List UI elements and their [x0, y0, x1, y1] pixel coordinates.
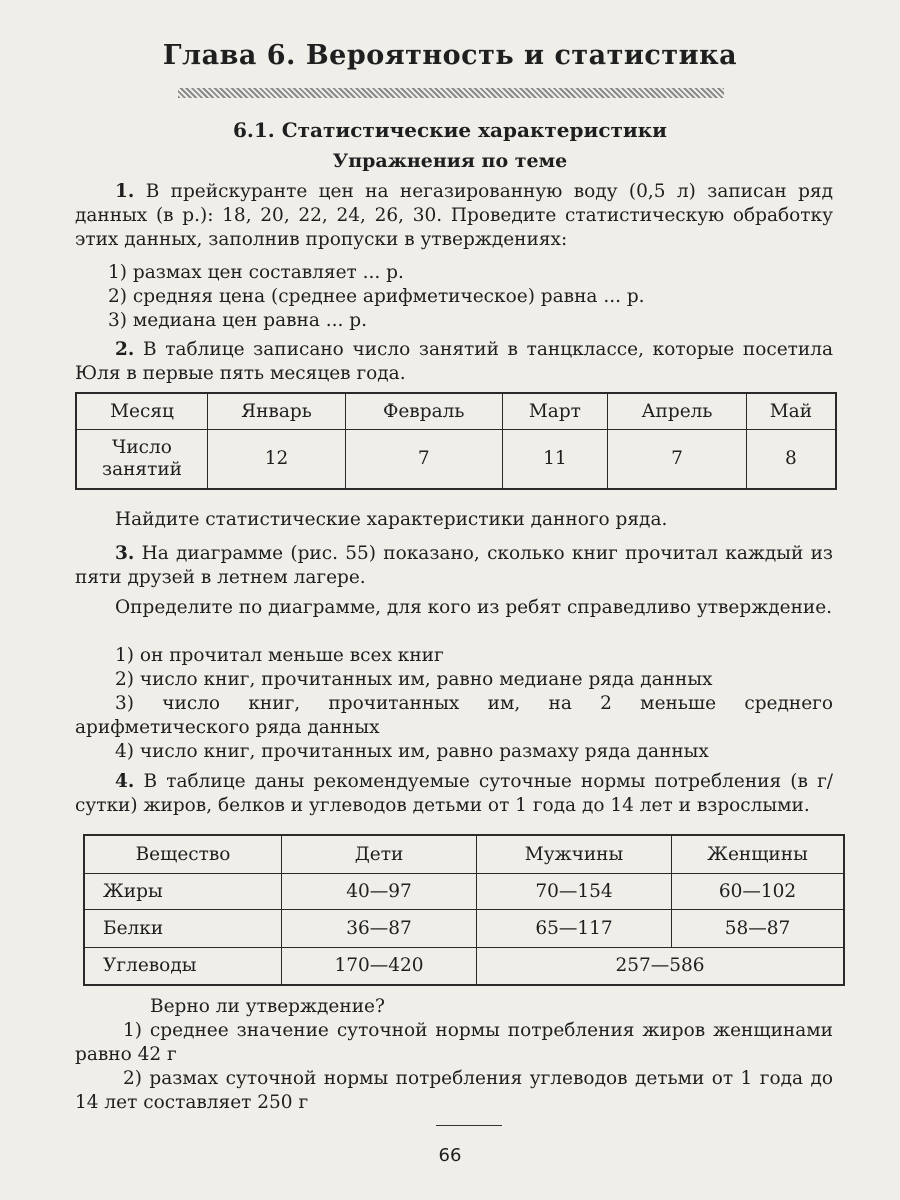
exercise-4-text: [75, 770, 833, 818]
exercise-2-task: Найдите статистические характеристики данного ряда.: [115, 509, 668, 530]
table-header-cell: Месяц: [76, 393, 208, 429]
exercise-2-body: В таблице записано число занятий в танцклассе, которые посетила Юля в первые пять месяцев года.: [75, 339, 833, 384]
table-cell-merged: 257—586: [477, 947, 845, 985]
table-header-row: [84, 835, 844, 873]
subsection-title: Упражнения по теме: [332, 150, 568, 172]
exercise-4-item-1: 1) среднее значение суточной нормы потребления жиров женщинами равно 42 г: [75, 1020, 833, 1065]
exercise-3-item-3: 3) число книг, прочитанных им, на 2 меньше среднего арифметического ряда данных: [75, 693, 833, 738]
exercise-2-text: [75, 338, 833, 386]
lessons-table: [75, 392, 837, 490]
table-cell: 40—97: [282, 873, 477, 909]
table-row-label: [76, 429, 208, 489]
table-header-row: [76, 393, 836, 429]
chapter-title: Глава 6. Вероятность и статистика: [162, 40, 738, 71]
exercise-1-body: В прейскуранте цен на негазированную воду (0,5 л) записан ряд данных (в р.): 18, 20, 22, 24, 26, 30. Проведите статистическую обработку этих данных, заполнив пропуски в утверждениях:: [75, 181, 833, 250]
table-header-cell: Апрель: [608, 393, 746, 429]
table-header-cell: Вещество: [84, 835, 282, 873]
table-header-cell: Женщины: [672, 835, 845, 873]
exercise-1-item-3: 3) медиана цен равна ... р.: [108, 310, 368, 331]
section-title: 6.1. Статистические характеристики: [232, 118, 667, 142]
exercise-4-body: В таблице даны рекомендуемые суточные нормы потребления (в г/сутки) жиров, белков и углеводов детьми от 1 года до 14 лет и взрослыми.: [75, 771, 833, 816]
table-row: [84, 947, 844, 985]
table-header-cell: Февраль: [345, 393, 502, 429]
table-cell: 70—154: [477, 873, 672, 909]
table-cell: 60—102: [672, 873, 845, 909]
table-cell: 170—420: [282, 947, 477, 985]
table-row: [84, 873, 844, 909]
row-label-line-2: занятий: [101, 458, 183, 480]
table-cell: 7: [608, 429, 746, 489]
exercise-3-item-1: 1) он прочитал меньше всех книг: [115, 645, 444, 666]
page-number: 66: [438, 1145, 462, 1166]
table-row-label: Углеводы: [84, 947, 282, 985]
exercise-2-number: 2.: [115, 339, 135, 360]
exercise-1-item-2: 2) средняя цена (среднее арифметическое) равна ... р.: [108, 286, 645, 307]
table-cell: 7: [345, 429, 502, 489]
exercise-1-item-1: 1) размах цен составляет ... р.: [108, 262, 404, 283]
exercise-3-body: На диаграмме (рис. 55) показано, сколько книг прочитал каждый из пяти друзей в летнем лагере.: [75, 543, 834, 588]
table-cell: 58—87: [672, 909, 845, 947]
table-row-label: Жиры: [84, 873, 282, 909]
table-cell: 65—117: [477, 909, 672, 947]
table-header-cell: Январь: [208, 393, 346, 429]
table-cell: 12: [208, 429, 346, 489]
table-cell: 11: [502, 429, 608, 489]
table-row: [76, 429, 836, 489]
table-header-cell: Май: [746, 393, 836, 429]
exercise-4-question: Верно ли утверждение?: [150, 996, 385, 1017]
table-header-cell: Март: [502, 393, 608, 429]
table-cell: 36—87: [282, 909, 477, 947]
table-header-cell: Мужчины: [477, 835, 672, 873]
table-cell: 8: [746, 429, 836, 489]
exercise-4-item-2: 2) размах суточной нормы потребления углеводов детьми от 1 года до 14 лет составляет 250 г: [75, 1068, 833, 1113]
exercise-3-item-2: 2) число книг, прочитанных им, равно медиане ряда данных: [115, 669, 713, 690]
exercise-3-intro: Определите по диаграмме, для кого из ребят справедливо утверждение.: [115, 597, 833, 618]
exercise-3-item-4: 4) число книг, прочитанных им, равно размаху ряда данных: [115, 741, 709, 762]
table-row: [84, 909, 844, 947]
row-label-line-1: Число: [112, 436, 172, 458]
table-row-label: Белки: [84, 909, 282, 947]
exercise-3-number: 3.: [115, 543, 135, 564]
nutrition-table: [83, 834, 845, 986]
title-underline-hatch: [178, 88, 724, 98]
table-header-cell: Дети: [282, 835, 477, 873]
exercise-1-text: [75, 180, 833, 252]
exercise-4-number: 4.: [115, 771, 135, 792]
footer-rule: [436, 1125, 502, 1126]
exercise-1-number: 1.: [115, 181, 135, 202]
exercise-3-text: [75, 542, 833, 590]
